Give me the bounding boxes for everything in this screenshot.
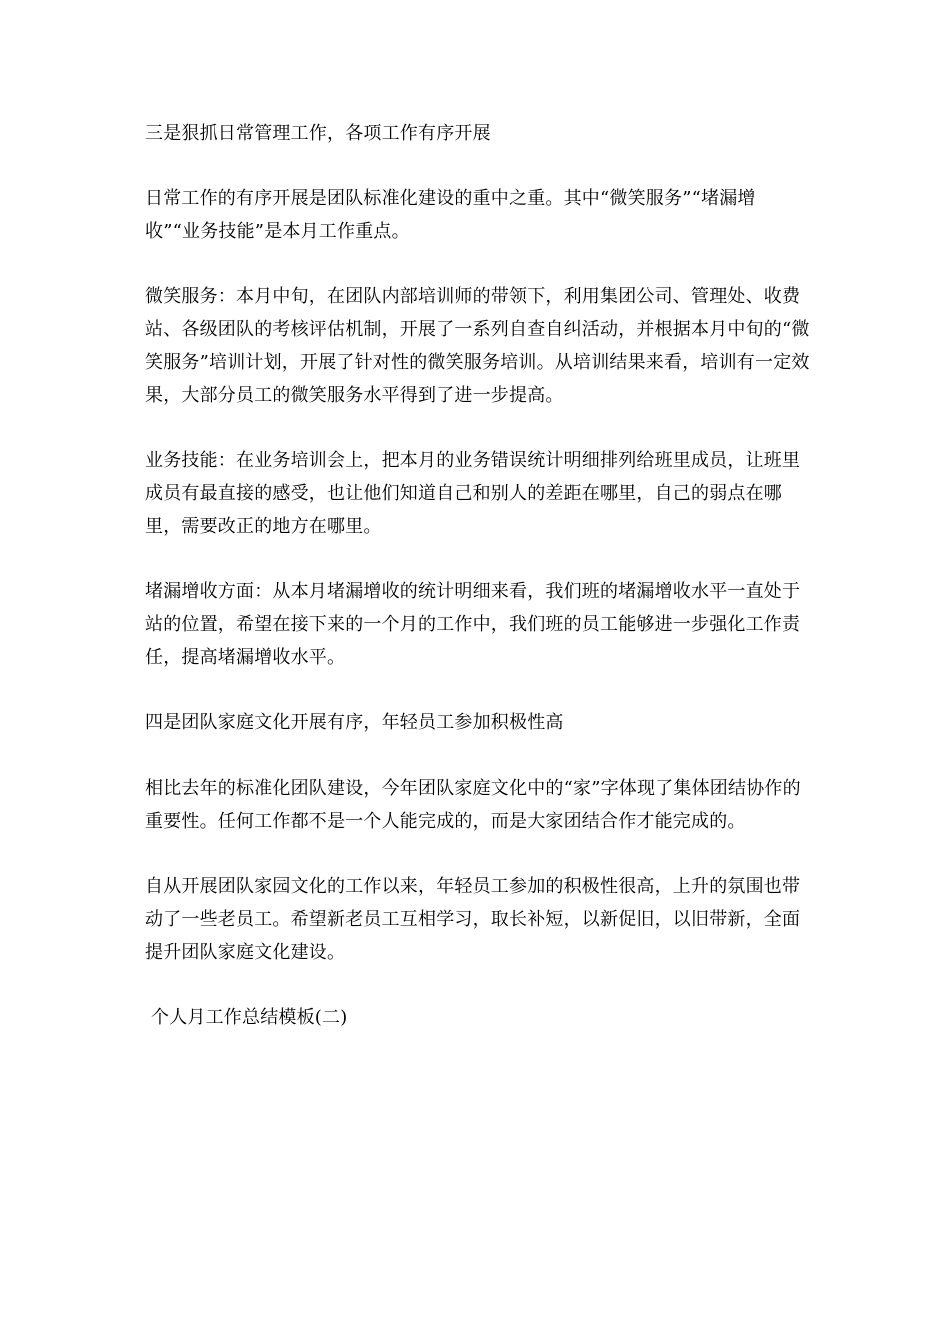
paragraph-family-culture: 相比去年的标准化团队建设，今年团队家庭文化中的“家”字体现了集体团结协作的重要性。任何工作都不是一个人能完成的，而是大家团结合作才能完成的。	[145, 778, 801, 832]
paragraph-young-staff: 自从开展团队家园文化的工作以来，年轻员工参加的积极性很高，上升的氛围也带动了一些老员工。希望新老员工互相学习，取长补短，以新促旧，以旧带新，全面提升团队家庭文化建设。	[145, 876, 801, 963]
paragraph-smile-service: 微笑服务：本月中旬，在团队内部培训师的带领下，利用集团公司、管理处、收费站、各级团队的考核评估机制，开展了一系列自查自纠活动，并根据本月中旬的“微笑服务”培训计划，开展了针对性的微笑服务培训。从培训结果来看，培训有一定效果，大部分员工的微笑服务水平得到了进一步提高。	[145, 286, 810, 406]
document-body	[145, 117, 810, 1034]
paragraph-business-skill: 业务技能：在业务培训会上，把本月的业务错误统计明细排列给班里成员，让班里成员有最直接的感受，也让他们知道自己和别人的差距在哪里，自己的弱点在哪里，需要改正的地方在哪里。	[145, 450, 801, 537]
section-heading-4: 四是团队家庭文化开展有序，年轻员工参加积极性高	[145, 712, 564, 733]
section-heading-3: 三是狠抓日常管理工作，各项工作有序开展	[145, 123, 491, 144]
paragraph-daily-work: 日常工作的有序开展是团队标准化建设的重中之重。其中“微笑服务”“堵漏增收”“业务技能”是本月工作重点。	[145, 188, 756, 242]
paragraph-leak-plugging: 堵漏增收方面：从本月堵漏增收的统计明细来看，我们班的堵漏增收水平一直处于站的位置，希望在接下来的一个月的工作中，我们班的员工能够进一步强化工作责任，提高堵漏增收水平。	[145, 581, 801, 668]
template-title: 个人月工作总结模板(二)	[151, 1007, 348, 1028]
